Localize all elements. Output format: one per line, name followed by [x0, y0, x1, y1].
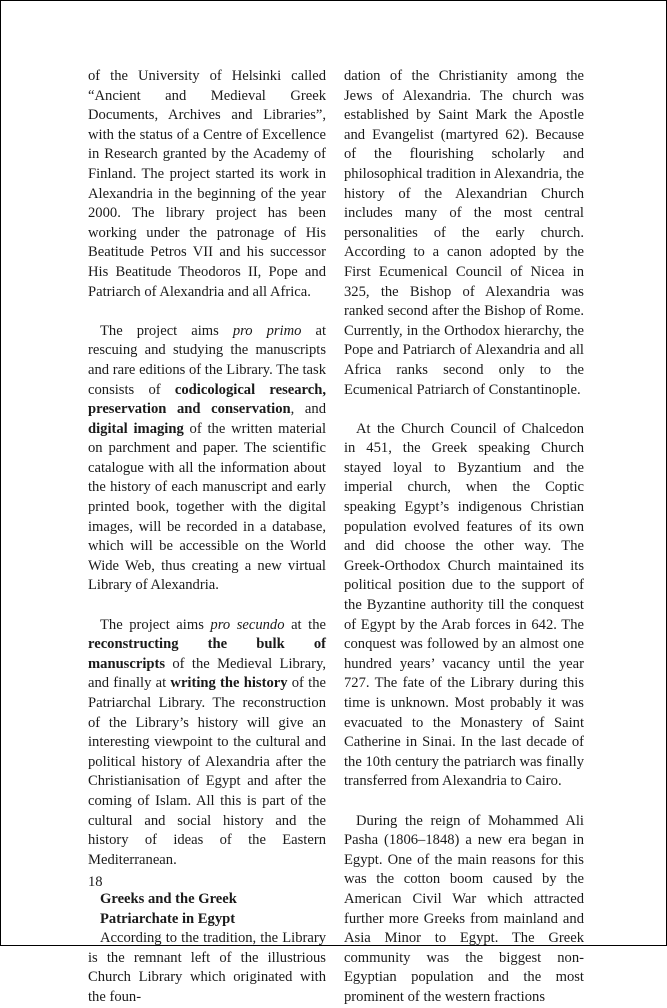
bold-term: writing the history — [170, 675, 288, 692]
page-number: 18 — [88, 874, 103, 890]
bold-term: digital imaging — [88, 420, 184, 437]
paragraph: of the University of Helsinki called “Ancient and Medieval Greek Documents, Archives and Libraries”, with the status of a Centre of Excellence in Research granted by the Academy of Finland. The project started its work in Alexandria in the beginning of the year 2000. The library project has been working under the patronage of His Beatitude Petros VII and his successor His Beatitude Theodoros II, Pope and Patriarch of Alexandria and all Africa. — [88, 68, 326, 300]
paragraph: During the reign of Mohammed Ali Pasha (1806–1848) a new era began in Egypt. One of the main reasons for this was the cotton boom caused by the American Civil War which attracted further more Greeks from mainland and Asia Minor to Egypt. The Greek community was the biggest non-Egyptian population and the most prominent of the western fractions — [344, 812, 584, 1005]
paragraph: The project aims pro primo at rescuing and studying the manuscripts and rare editions of the Library. The task consists of codicological research, preservation and conservation, and digital imaging of the written material on parchment and paper. The scientific catalogue with all the information about the history of each manuscript and early printed book, together with the digital images, will be recorded in a database, which will be accessible on the World Wide Web, thus creating a new virtual Library of Alexandria. — [88, 322, 327, 594]
left-column — [88, 67, 326, 1008]
italic-term: pro secundo — [210, 616, 285, 633]
bold-term: codicological research, preservation and conservation — [88, 381, 326, 418]
right-column — [344, 67, 584, 1008]
section-heading-line: Patriarchate in Egypt — [100, 910, 236, 927]
bold-term: reconstructing the bulk of manuscripts — [88, 636, 326, 672]
paragraph: According to the tradition, the Library is the remnant left of the illustrious Church Library which originated with the foun- — [88, 930, 326, 1005]
paragraph: dation of the Christianity among the Jews of Alexandria. The church was established by Saint Mark the Apostle and Evangelist (martyred 62). Because of the flourishing scholarly and philosophical tradition in Alexandria, the history of the Alexandrian Church includes many of the most central personalities of the early church. According to a canon adopted by the First Ecumenical Council of Nicea in 325, the Bishop of Alexandria was ranked second after the Bishop of Rome. Currently, in the Orthodox hierarchy, the Pope and Patriarch of Alexandria and all Africa ranks second only to the Ecumenical Patriarch of Constantinople. — [344, 68, 584, 398]
paragraph: The project aims pro secundo at the reconstructing the bulk of manuscripts of the Medieval Library, and finally at writing the history of the Patriarchal Library. The reconstruction of the Library’s history will give an interesting viewpoint to the cultural and political history of Alexandria after the Christianisation of Egypt and after the coming of Islam. All this is part of the cultural and social history and the history of ideas of the Eastern Mediterranean. — [88, 616, 326, 868]
section-heading-line: Greeks and the Greek — [100, 890, 237, 907]
section-heading — [88, 890, 326, 929]
italic-term: pro primo — [232, 322, 302, 339]
paragraph: At the Church Council of Chalcedon in 451, the Greek speaking Church stayed loyal to Byzantium and the imperial church, when the Coptic speaking Egypt’s indigenous Christian population evolved features of its own and did choose the other way. The Greek-Orthodox Church maintained its political position due to the support of the Byzantine authority till the conquest of Egypt by the Arab forces in 642. The conquest was followed by an almost one hundred years’ vacancy until the year 727. The fate of the Library during this time is unknown. Most probably it was evacuated to the Monastery of Saint Catherine in Sinai. In the last decade of the 10th century the patriarch was finally transferred from Alexandria to Cairo. — [344, 420, 584, 790]
